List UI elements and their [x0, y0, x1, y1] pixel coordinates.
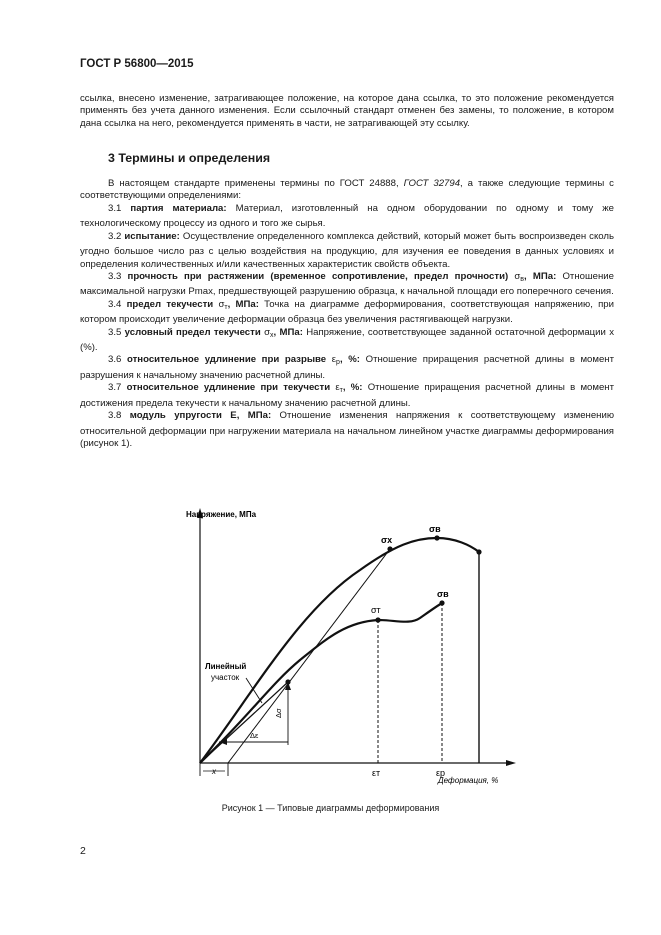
linear-label-pointer	[246, 678, 262, 703]
term-symbol-subscript: x	[270, 331, 274, 339]
section-title: 3 Термины и определения	[108, 151, 271, 165]
term-definition: Материал, изготовленный на одном оборудовании по одному и тому же технологическому процессу из одного и того же сырья.	[80, 203, 614, 230]
term-symbol: σ	[514, 271, 521, 283]
term-unit: , МПа:	[227, 298, 259, 310]
term-paragraph	[80, 299, 614, 327]
term-number: 3.7	[108, 382, 122, 394]
point-sigma-x	[387, 546, 392, 551]
lead-text-b: , а также следующие термины с соответствующими определениями:	[80, 178, 614, 202]
point-sigma-v-upper	[434, 535, 439, 540]
term-paragraph	[80, 203, 614, 231]
figure-caption: Рисунок 1 — Типовые диаграммы деформирования	[221, 803, 440, 813]
term-number: 3.3	[108, 271, 122, 283]
term-number: 3.4	[108, 298, 122, 310]
term-paragraph	[80, 354, 614, 382]
lead-text-italic: ГОСТ 32794	[403, 178, 461, 189]
label-eps-t: εт	[372, 768, 381, 778]
term-definition: Осуществление определенного комплекса действий, который может быть воспроизведен сколь угодно большое число раз с целью воздействия на продукцию, для изучения ее поведения в данных условиях и определения количественных и/или качественных характеристик свойств объекта.	[80, 230, 614, 270]
term-title: условный предел текучести	[124, 326, 261, 338]
lead-text-a: В настоящем стандарте применены термины по ГОСТ 24888,	[108, 178, 404, 189]
term-definition: Отношение изменения напряжения к соответствующему изменению относительной деформации при нагружении материала на начальном линейном участке диаграммы деформирования (рисунок 1).	[80, 410, 615, 449]
term-number: 3.8	[108, 410, 122, 422]
term-number: 3.1	[108, 203, 122, 214]
term-number: 3.6	[108, 354, 122, 366]
label-x-offset: x	[212, 767, 216, 776]
terms-list	[80, 203, 614, 450]
term-definition: Напряжение, соответствующее заданной остаточной деформации x (%).	[80, 326, 615, 354]
term-symbol-subscript: р	[336, 359, 340, 367]
label-delta-sigma: Δσ	[274, 708, 283, 718]
term-paragraph	[80, 327, 614, 355]
linear-label-line-2: участок	[211, 673, 240, 682]
term-symbol: σ	[218, 298, 225, 310]
term-paragraph	[80, 382, 614, 410]
term-symbol-subscript: т	[224, 303, 228, 311]
term-definition: Отношение приращения расчетной длины в момент разрушения к начальному значению расчетной длины.	[80, 354, 614, 381]
term-paragraph	[80, 271, 614, 299]
term-definition: Отношение максимальной нагрузки Pmax, предшествующей разрушению образца, к начальной площади его поперечного сечения.	[80, 271, 614, 298]
term-title: испытание:	[124, 230, 180, 242]
point-break-upper	[476, 549, 481, 554]
term-title: относительное удлинение при разрыве	[126, 354, 327, 366]
linear-section-line	[200, 682, 288, 763]
term-unit: , %:	[339, 354, 360, 366]
term-title: предел текучести	[126, 298, 214, 310]
term-paragraph	[80, 410, 614, 450]
y-axis-label: Напряжение, МПа	[186, 510, 257, 519]
intro-paragraph: ссылка, внесено изменение, затрагивающее положение, на которое дана ссылка, то это положение рекомендуется применять без учета данного изменения. Если ссылочный стандарт отменен без замены, то положение, в котором дана ссылка на него, рекомендуется применять в части, не затрагивающей эту ссылку.	[80, 93, 614, 129]
term-symbol: ε	[331, 354, 337, 366]
term-paragraph	[80, 231, 614, 271]
point-linear-end	[285, 679, 290, 684]
term-unit: , %:	[342, 382, 363, 394]
term-title: прочность при растяжении (временное сопротивление, предел прочности)	[127, 271, 509, 283]
term-number: 3.5	[108, 326, 122, 338]
term-title: партия материала:	[130, 203, 227, 214]
x-axis-label: Деформация, %	[438, 776, 499, 785]
point-sigma-v-lower	[439, 600, 444, 605]
term-title: модуль упругости E, МПа:	[129, 410, 272, 422]
label-delta-eps: Δε	[250, 731, 259, 740]
x-axis-arrow-icon	[506, 760, 516, 766]
section-lead-paragraph	[80, 178, 614, 203]
term-unit: , МПа:	[524, 271, 557, 283]
label-sigma-x: σx	[381, 535, 393, 545]
deformation-diagram	[0, 500, 661, 800]
term-symbol-subscript: в	[520, 276, 524, 284]
term-definition: Точка на диаграмме деформирования, соответствующая напряжению, при котором происходит увеличение деформации образца без увеличения растягивающей нагрузки.	[80, 298, 614, 326]
point-sigma-t	[375, 617, 380, 622]
term-unit: , МПа:	[273, 326, 303, 338]
page-number: 2	[80, 845, 86, 857]
label-eps-p: εр	[436, 768, 446, 778]
linear-label-line-1: Линейный	[205, 662, 247, 671]
label-sigma-v-upper: σв	[429, 524, 441, 534]
lower-curve	[200, 603, 442, 763]
label-sigma-v-lower: σв	[437, 589, 449, 599]
label-sigma-t: σт	[371, 605, 381, 615]
term-title: относительное удлинение при текучести	[126, 382, 331, 394]
term-definition: Отношение приращения расчетной длины в момент достижения предела текучести к начальному значению расчетной длины.	[80, 382, 615, 409]
term-number: 3.2	[108, 230, 122, 242]
document-header: ГОСТ Р 56800—2015	[80, 58, 194, 70]
upper-curve	[200, 538, 479, 763]
term-symbol: σ	[264, 326, 270, 338]
term-symbol-subscript: т	[339, 387, 343, 395]
term-symbol: ε	[335, 382, 340, 394]
